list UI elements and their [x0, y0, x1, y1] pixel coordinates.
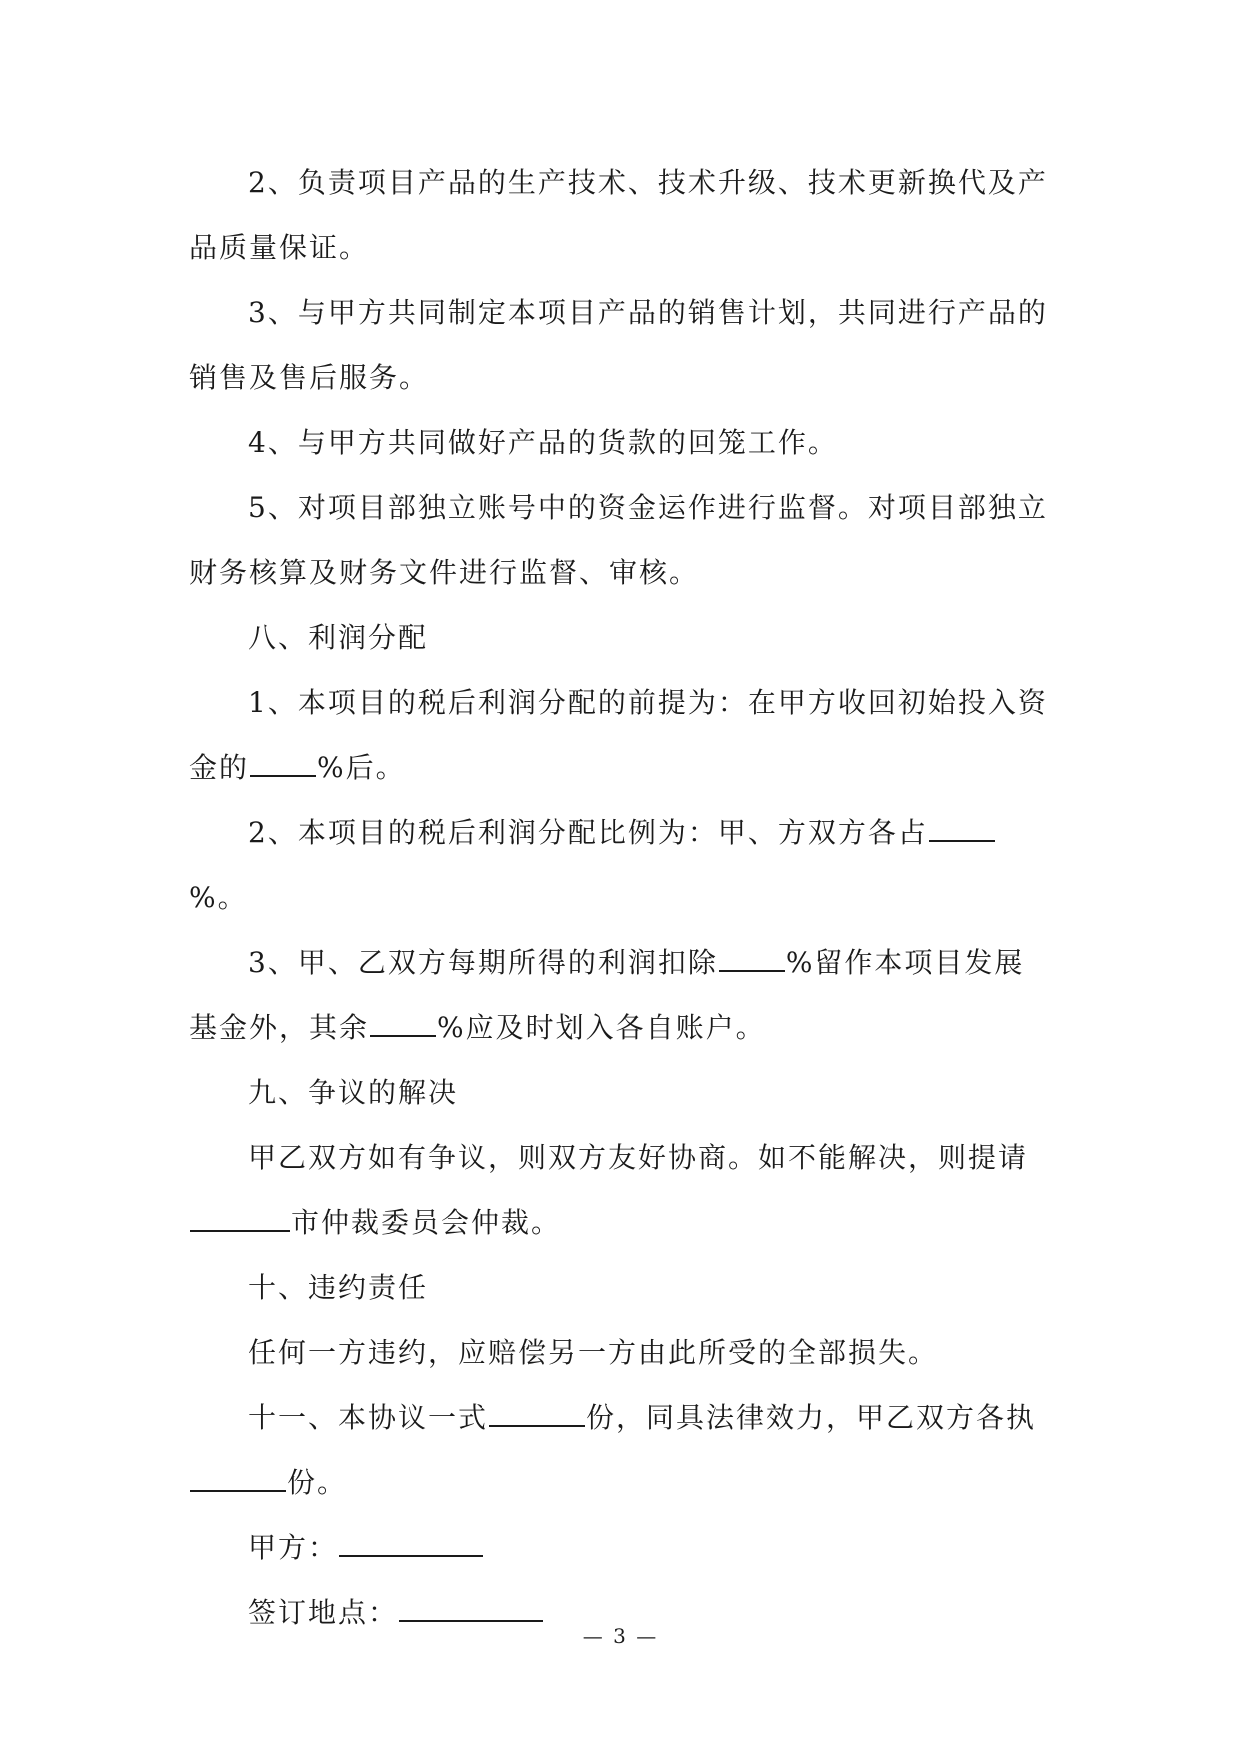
clause-8-3-development-fund: 3、甲、乙双方每期所得的利润扣除 %留作本项目发展基金外，其余 %应及时划入各自账户。 [189, 946, 1025, 1044]
section-8-heading: 八、利润分配 [248, 621, 429, 654]
section-9-heading: 九、争议的解决 [248, 1076, 459, 1109]
fill-blank [190, 1206, 290, 1232]
clause-10-liability: 任何一方违约，应赔偿另一方由此所受的全部损失。 [248, 1336, 939, 1369]
party-a-signature-line: 甲方： [189, 1515, 1051, 1580]
fill-blank [370, 1011, 436, 1037]
clause-2-production-tech: 2、负责项目产品的生产技术、技术升级、技术更新换代及产品质量保证。 [189, 166, 1048, 264]
signing-place-line: 签订地点： [189, 1580, 1051, 1645]
clause-3-sales-plan: 3、与甲方共同制定本项目产品的销售计划，共同进行产品的销售及售后服务。 [189, 296, 1048, 394]
clause-4-payment-collection: 4、与甲方共同做好产品的货款的回笼工作。 [248, 426, 838, 459]
clause-5-supervision: 5、对项目部独立账号中的资金运作进行监督。对项目部独立财务核算及财务文件进行监督、审核。 [189, 491, 1048, 589]
fill-blank [339, 1531, 483, 1557]
fill-blank [399, 1596, 543, 1622]
document-body [189, 150, 1051, 1645]
section-10-heading: 十、违约责任 [248, 1271, 429, 1304]
clause-8-2-profit-ratio: 2、本项目的税后利润分配比例为：甲、方双方各占%。 [189, 800, 1051, 930]
fill-blank [190, 1466, 286, 1492]
fill-blank [719, 946, 785, 972]
fill-blank [929, 816, 995, 842]
fill-blank [489, 1401, 585, 1427]
clause-9-arbitration: 甲乙双方如有争议，则双方友好协商。如不能解决，则提请市仲裁委员会仲裁。 [189, 1125, 1051, 1255]
clause-11-copies: 十一、本协议一式 份，同具法律效力，甲乙双方各执份。 [189, 1385, 1051, 1515]
page-number: — 3 — [582, 1624, 659, 1648]
clause-8-1-profit-premise: 1、本项目的税后利润分配的前提为：在甲方收回初始投入资金的 %后。 [189, 686, 1048, 784]
fill-blank [250, 751, 316, 777]
